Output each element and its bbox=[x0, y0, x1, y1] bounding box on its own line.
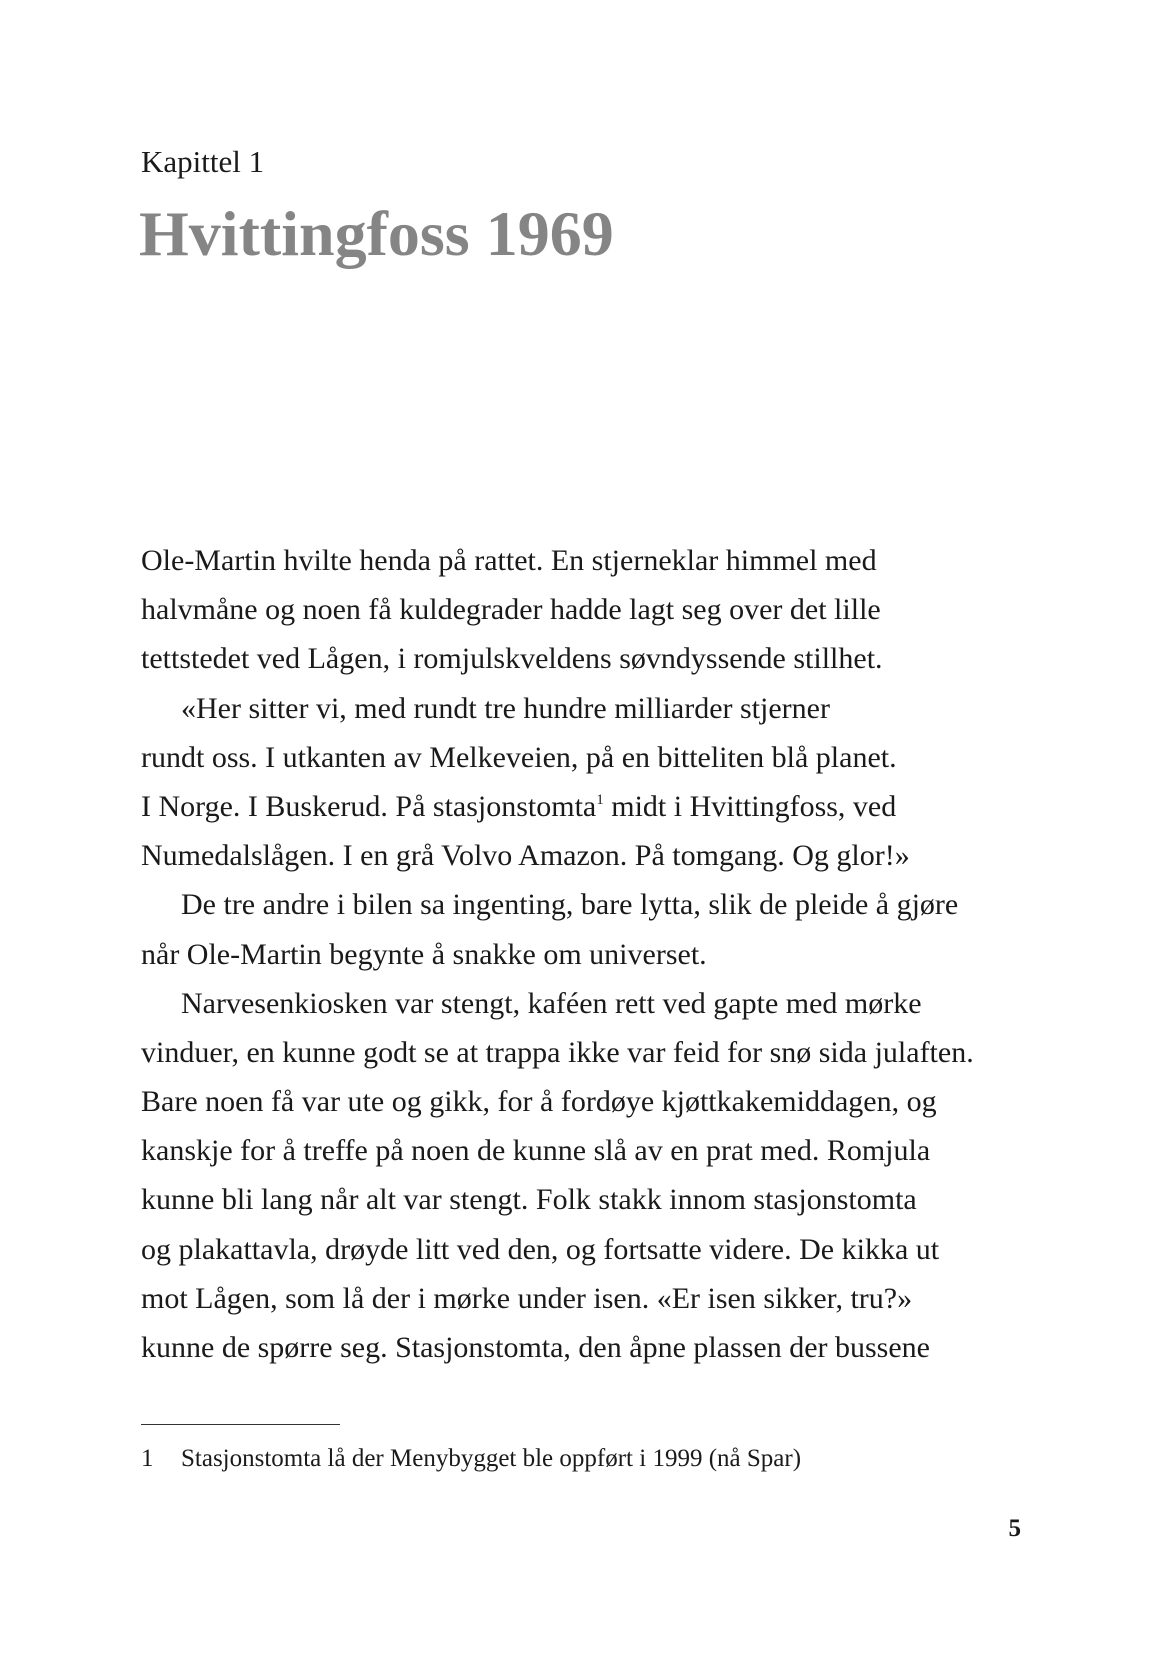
footnote-text: Stasjonstomta lå der Menybygget ble oppført i 1999 (nå Spar) bbox=[181, 1445, 802, 1472]
body-text bbox=[141, 536, 1021, 1372]
text-line: kunne bli lang når alt var stengt. Folk stakk innom stasjonstomta bbox=[141, 1183, 917, 1217]
text-line: «Her sitter vi, med rundt tre hundre milliarder stjerner bbox=[181, 691, 830, 725]
page-number: 5 bbox=[1008, 1515, 1021, 1542]
footnote-number: 1 bbox=[141, 1445, 154, 1472]
text-line: mot Lågen, som lå der i mørke under isen. «Er isen sikker, tru?» bbox=[141, 1281, 913, 1315]
chapter-title: Hvittingfoss 1969 bbox=[139, 198, 614, 269]
text-line: kanskje for å treffe på noen de kunne slå av en prat med. Romjula bbox=[141, 1134, 931, 1168]
text-line: Narvesenkiosken var stengt, kaféen rett ved gapte med mørke bbox=[181, 986, 922, 1020]
text-line: kunne de spørre seg. Stasjonstomta, den åpne plassen der bussene bbox=[141, 1331, 930, 1364]
chapter-label: Kapittel 1 bbox=[141, 144, 265, 179]
text-segment: midt i Hvittingfoss, ved bbox=[603, 789, 897, 823]
text-line: Numedalslågen. I en grå Volvo Amazon. På tomgang. Og glor!» bbox=[141, 839, 910, 873]
text-line: tettstedet ved Lågen, i romjulskveldens søvndyssende stillhet. bbox=[141, 642, 883, 676]
footnote-reference: 1 bbox=[596, 791, 604, 808]
footnote bbox=[141, 1443, 801, 1475]
text-line: og plakattavla, drøyde litt ved den, og fortsatte videre. De kikka ut bbox=[141, 1232, 940, 1266]
text-line: halvmåne og noen få kuldegrader hadde lagt seg over det lille bbox=[141, 593, 881, 627]
footnote-divider bbox=[141, 1424, 340, 1425]
text-line: Ole-Martin hvilte henda på rattet. En stjerneklar himmel med bbox=[141, 544, 877, 577]
text-line: når Ole-Martin begynte å snakke om universet. bbox=[141, 937, 707, 971]
text-line: Bare noen få var ute og gikk, for å fordøye kjøttkakemiddagen, og bbox=[141, 1085, 937, 1119]
text-line: De tre andre i bilen sa ingenting, bare lytta, slik de pleide å gjøre bbox=[181, 888, 959, 922]
text-line: rundt oss. I utkanten av Melkeveien, på en bitteliten blå planet. bbox=[141, 740, 897, 774]
text-line-with-footnote bbox=[141, 782, 1021, 831]
text-segment: I Norge. I Buskerud. På stasjonstomta bbox=[141, 789, 597, 823]
text-line: vinduer, en kunne godt se at trappa ikke var feid for snø sida julaften. bbox=[141, 1035, 974, 1069]
